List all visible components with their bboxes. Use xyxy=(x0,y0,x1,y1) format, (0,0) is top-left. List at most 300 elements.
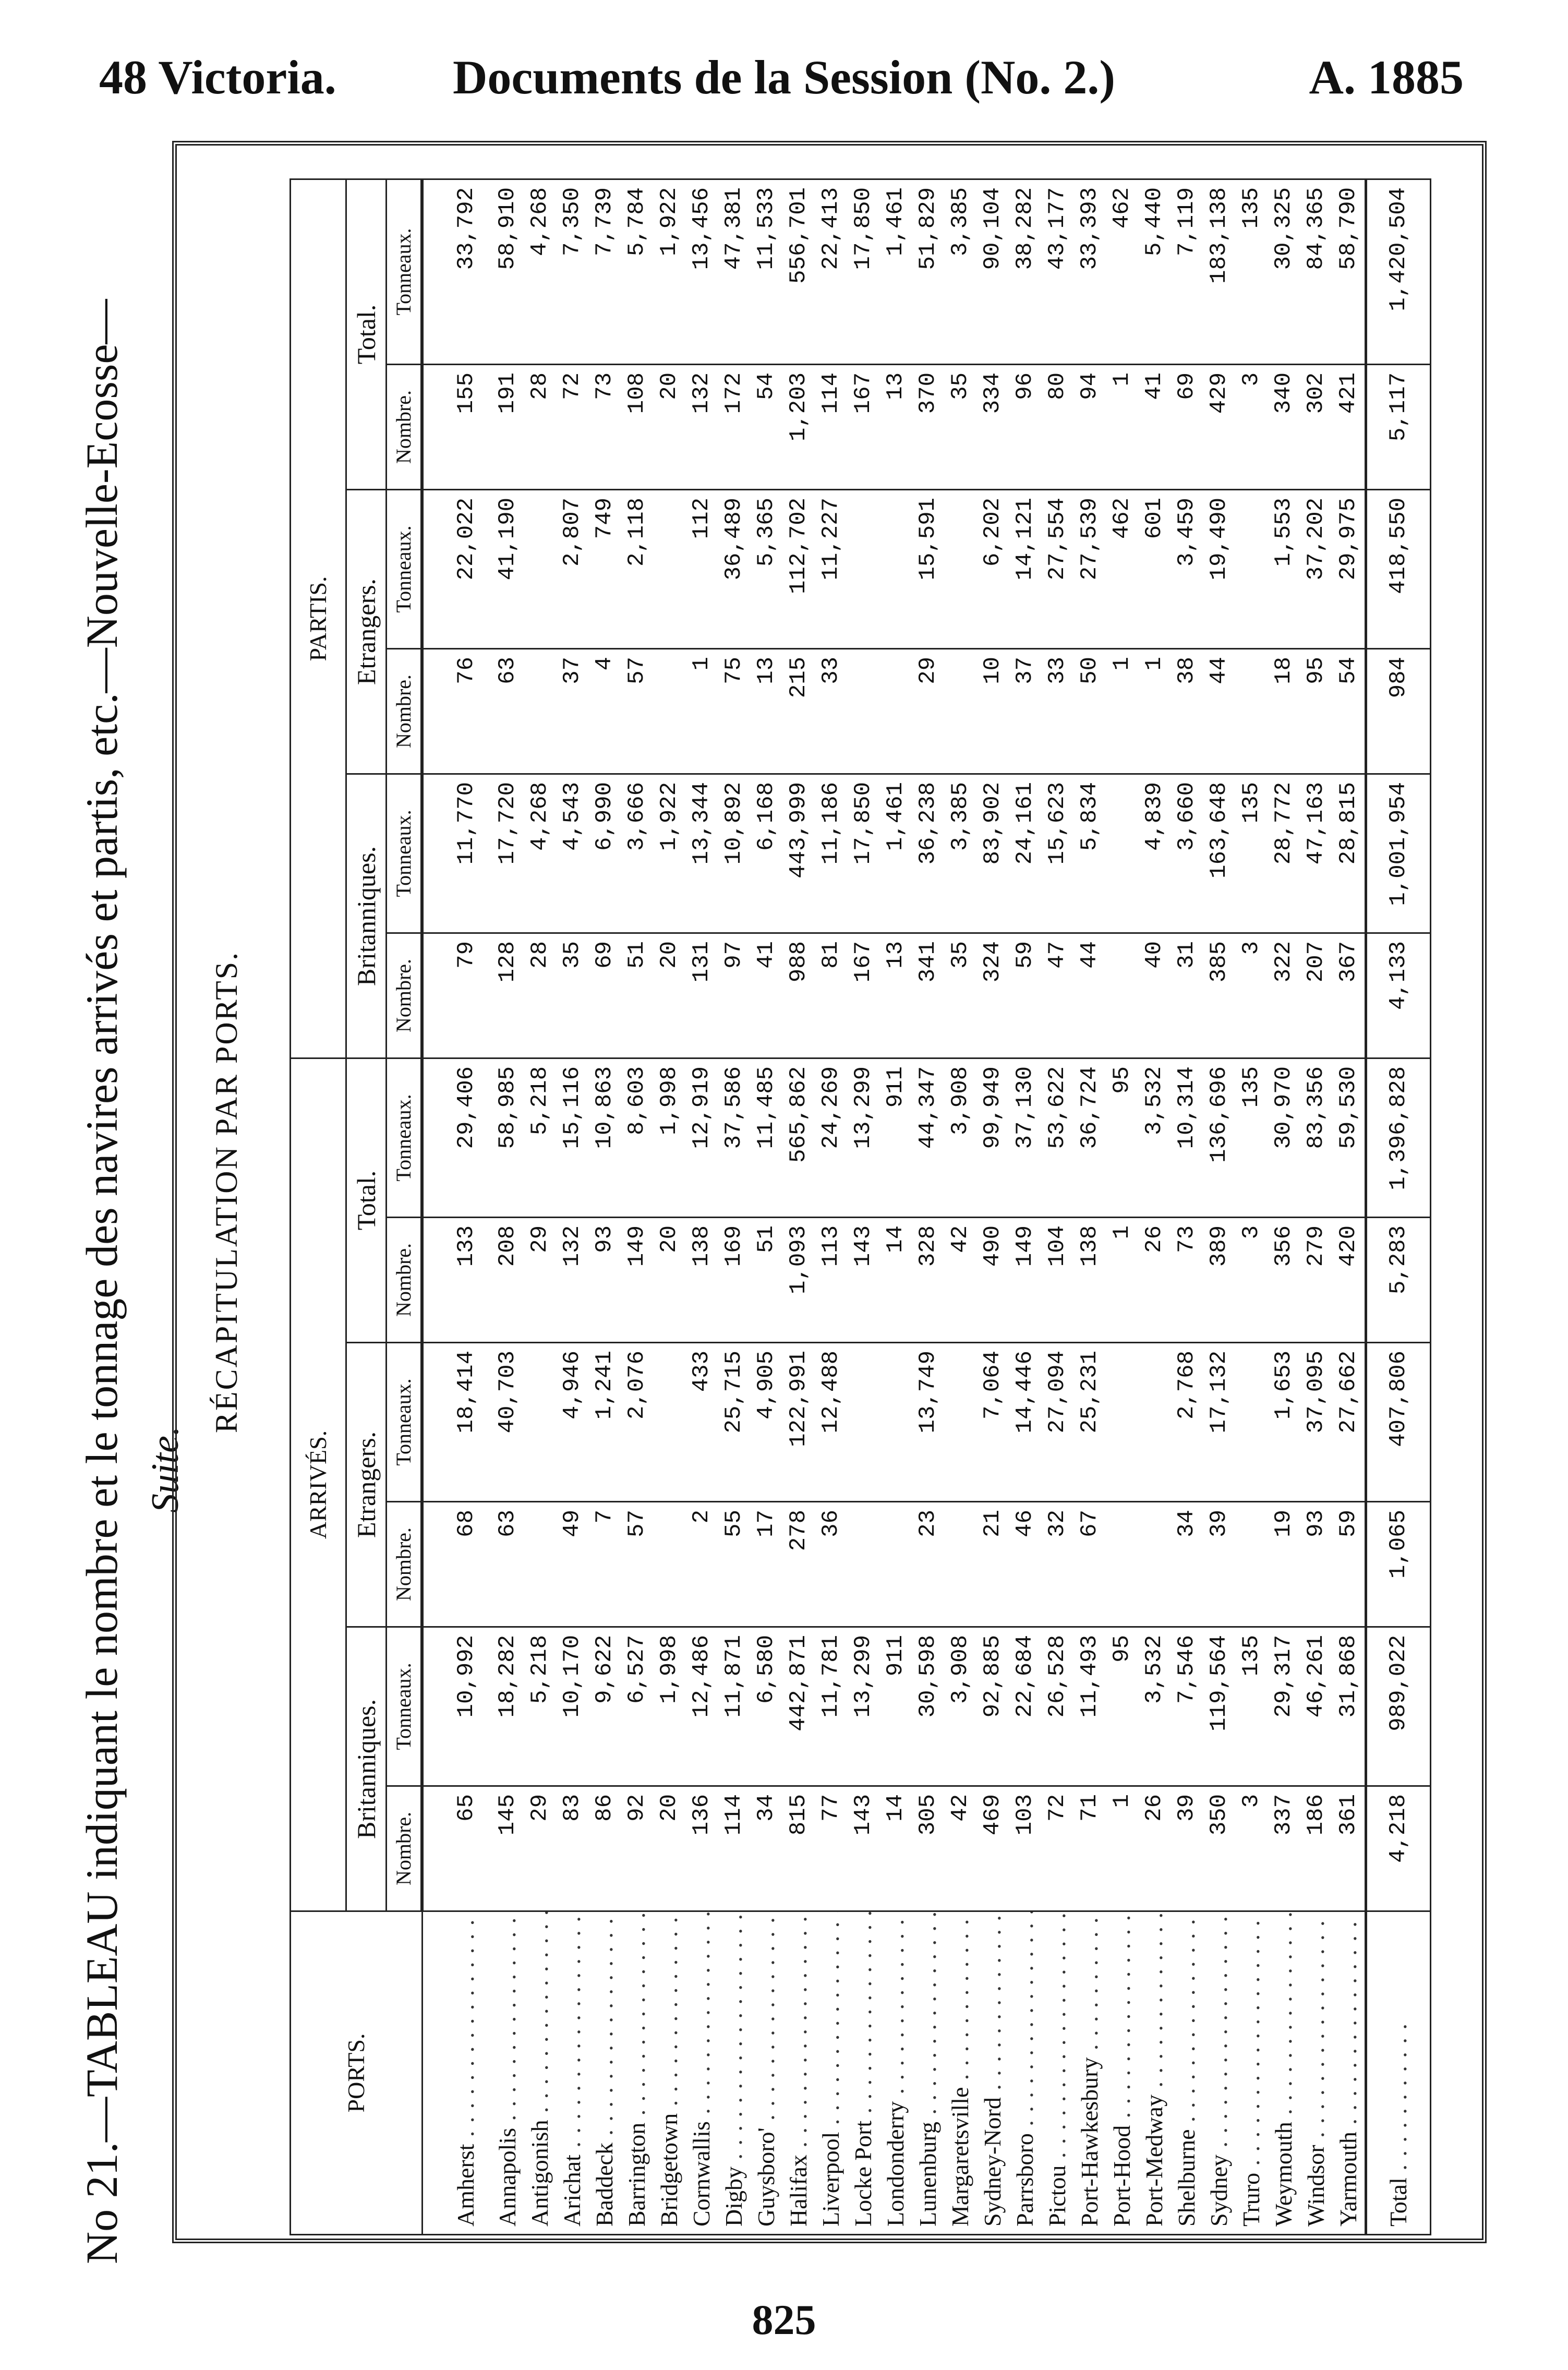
arrives-etrangers-nombre: 21 xyxy=(976,1502,1009,1627)
partis-britanniques-nombre: 367 xyxy=(1332,933,1366,1058)
partis-britanniques-tonneaux: 36,238 xyxy=(912,774,944,933)
arrives-etrangers-nombre: 55 xyxy=(718,1502,750,1627)
partis-total-tonneaux: 556,701 xyxy=(782,179,815,364)
header-arrives-total: Total. xyxy=(346,1058,387,1342)
partis-britanniques-tonneaux: 163,648 xyxy=(1203,774,1235,933)
partis-etrangers-tonneaux: 2,807 xyxy=(556,489,588,648)
arrives-etrangers-tonneaux: 433 xyxy=(685,1343,718,1502)
arrives-etrangers-tonneaux xyxy=(653,1343,685,1502)
partis-etrangers-tonneaux: 19,490 xyxy=(1203,489,1235,648)
total-arrives-total-tonneaux: 1,396,828 xyxy=(1366,1058,1431,1217)
partis-britanniques-tonneaux: 4,268 xyxy=(524,774,556,933)
partis-britanniques-nombre: 20 xyxy=(653,933,685,1058)
partis-total-nombre: 28 xyxy=(524,364,556,489)
partis-etrangers-tonneaux: 3,459 xyxy=(1171,489,1203,648)
total-partis-total-tonneaux: 1,420,504 xyxy=(1366,179,1431,364)
total-partis-etrangers-tonneaux: 418,550 xyxy=(1366,489,1431,648)
partis-etrangers-tonneaux: 36,489 xyxy=(718,489,750,648)
partis-etrangers-tonneaux: 1,553 xyxy=(1268,489,1300,648)
arrives-britanniques-tonneaux: 10,992 xyxy=(422,1627,491,1786)
arrives-britanniques-nombre: 136 xyxy=(685,1786,718,1911)
port-name: Port-Hood . . . xyxy=(1106,1911,1138,2235)
partis-etrangers-nombre xyxy=(847,648,879,774)
partis-total-tonneaux: 90,104 xyxy=(976,179,1009,364)
total-partis-britanniques-nombre: 4,133 xyxy=(1366,933,1431,1058)
arrives-etrangers-nombre: 19 xyxy=(1268,1502,1300,1627)
arrives-britanniques-nombre: 39 xyxy=(1171,1786,1203,1911)
partis-etrangers-tonneaux: 2,118 xyxy=(621,489,653,648)
partis-etrangers-tonneaux: 27,554 xyxy=(1041,489,1074,648)
total-arrives-britanniques-tonneaux: 989,022 xyxy=(1366,1627,1431,1786)
table-row xyxy=(1041,179,1074,2234)
partis-etrangers-nombre: 95 xyxy=(1300,648,1332,774)
partis-britanniques-nombre: 13 xyxy=(879,933,912,1058)
arrives-britanniques-tonneaux: 22,684 xyxy=(1009,1627,1041,1786)
partis-etrangers-nombre: 76 xyxy=(422,648,491,774)
table-row xyxy=(1203,179,1235,2234)
partis-britanniques-tonneaux: 24,161 xyxy=(1009,774,1041,933)
partis-britanniques-nombre: 41 xyxy=(750,933,782,1058)
arrives-britanniques-tonneaux: 9,622 xyxy=(588,1627,621,1786)
arrives-total-tonneaux: 565,862 xyxy=(782,1058,815,1217)
arrives-total-nombre: 279 xyxy=(1300,1218,1332,1343)
arrives-total-nombre: 138 xyxy=(1074,1218,1106,1343)
partis-etrangers-nombre: 33 xyxy=(815,648,847,774)
partis-britanniques-tonneaux: 135 xyxy=(1235,774,1268,933)
partis-total-tonneaux: 3,385 xyxy=(944,179,976,364)
partis-total-nombre: 172 xyxy=(718,364,750,489)
partis-total-nombre: 69 xyxy=(1171,364,1203,489)
arrives-etrangers-nombre xyxy=(879,1502,912,1627)
partis-britanniques-tonneaux: 3,666 xyxy=(621,774,653,933)
partis-total-tonneaux: 30,325 xyxy=(1268,179,1300,364)
arrives-etrangers-tonneaux xyxy=(1106,1343,1138,1502)
table-row xyxy=(912,179,944,2234)
port-name: Arichat . . . xyxy=(556,1911,588,2235)
total-port-name: Total . . . xyxy=(1366,1911,1431,2235)
table-row xyxy=(847,179,879,2234)
arrives-etrangers-tonneaux: 2,768 xyxy=(1171,1343,1203,1502)
arrives-etrangers-tonneaux: 1,241 xyxy=(588,1343,621,1502)
arrives-total-tonneaux: 12,919 xyxy=(685,1058,718,1217)
arrives-total-tonneaux: 13,299 xyxy=(847,1058,879,1217)
arrives-total-tonneaux: 5,218 xyxy=(524,1058,556,1217)
arrives-britanniques-tonneaux: 11,871 xyxy=(718,1627,750,1786)
port-name: Guysboro' . . . xyxy=(750,1911,782,2235)
port-name: Bridgetown . . . xyxy=(653,1911,685,2235)
partis-etrangers-nombre: 13 xyxy=(750,648,782,774)
partis-total-tonneaux: 5,784 xyxy=(621,179,653,364)
arrives-total-tonneaux: 1,998 xyxy=(653,1058,685,1217)
partis-britanniques-nombre: 79 xyxy=(422,933,491,1058)
table-row xyxy=(1106,179,1138,2234)
partis-total-nombre: 3 xyxy=(1235,364,1268,489)
port-name: Barrington . . . xyxy=(621,1911,653,2235)
header-document-title: Documents de la Session (No. 2.) xyxy=(452,51,1116,104)
arrives-etrangers-nombre xyxy=(1138,1502,1171,1627)
total-arrives-britanniques-nombre: 4,218 xyxy=(1366,1786,1431,1911)
header-tonneaux: Tonneaux. xyxy=(387,774,423,933)
arrives-etrangers-tonneaux: 14,446 xyxy=(1009,1343,1041,1502)
table-title-suffix: Suite. xyxy=(144,1426,187,1513)
arrives-total-tonneaux: 8,603 xyxy=(621,1058,653,1217)
partis-britanniques-tonneaux: 28,815 xyxy=(1332,774,1366,933)
arrives-etrangers-nombre xyxy=(1106,1502,1138,1627)
partis-etrangers-tonneaux: 112,702 xyxy=(782,489,815,648)
arrives-britanniques-nombre: 72 xyxy=(1041,1786,1074,1911)
table-row xyxy=(422,179,491,2234)
arrives-britanniques-tonneaux: 10,170 xyxy=(556,1627,588,1786)
arrives-etrangers-nombre: 36 xyxy=(815,1502,847,1627)
header-tonneaux: Tonneaux. xyxy=(387,1627,423,1786)
partis-britanniques-tonneaux: 15,623 xyxy=(1041,774,1074,933)
arrives-total-nombre: 149 xyxy=(1009,1218,1041,1343)
port-name: Liverpool . . . xyxy=(815,1911,847,2235)
partis-etrangers-tonneaux xyxy=(847,489,879,648)
port-name: Sydney . . . xyxy=(1203,1911,1235,2235)
port-name: Digby . . . xyxy=(718,1911,750,2235)
partis-etrangers-tonneaux: 5,365 xyxy=(750,489,782,648)
total-row xyxy=(1366,179,1431,2234)
arrives-total-tonneaux: 37,130 xyxy=(1009,1058,1041,1217)
arrives-etrangers-tonneaux: 122,991 xyxy=(782,1343,815,1502)
arrives-etrangers-tonneaux: 4,946 xyxy=(556,1343,588,1502)
partis-total-nombre: 20 xyxy=(653,364,685,489)
partis-etrangers-tonneaux: 112 xyxy=(685,489,718,648)
partis-etrangers-tonneaux: 14,121 xyxy=(1009,489,1041,648)
header-session-year: 48 Victoria. xyxy=(99,51,336,104)
arrives-etrangers-tonneaux: 37,095 xyxy=(1300,1343,1332,1502)
arrives-etrangers-nombre: 63 xyxy=(491,1502,524,1627)
arrives-britanniques-nombre: 114 xyxy=(718,1786,750,1911)
arrives-total-tonneaux: 29,406 xyxy=(422,1058,491,1217)
arrives-etrangers-nombre: 23 xyxy=(912,1502,944,1627)
arrives-total-tonneaux: 36,724 xyxy=(1074,1058,1106,1217)
arrives-britanniques-tonneaux: 92,885 xyxy=(976,1627,1009,1786)
header-partis-britanniques: Britanniques. xyxy=(346,774,387,1058)
table-row xyxy=(944,179,976,2234)
partis-britanniques-nombre: 40 xyxy=(1138,933,1171,1058)
port-name: Margaretsville . . . xyxy=(944,1911,976,2235)
partis-total-nombre: 167 xyxy=(847,364,879,489)
arrives-britanniques-nombre: 83 xyxy=(556,1786,588,1911)
arrives-etrangers-nombre xyxy=(847,1502,879,1627)
arrives-britanniques-tonneaux: 119,564 xyxy=(1203,1627,1235,1786)
partis-britanniques-tonneaux: 11,770 xyxy=(422,774,491,933)
arrives-britanniques-tonneaux: 31,868 xyxy=(1332,1627,1366,1786)
table-row xyxy=(976,179,1009,2234)
arrives-britanniques-tonneaux: 95 xyxy=(1106,1627,1138,1786)
arrives-etrangers-nombre: 67 xyxy=(1074,1502,1106,1627)
partis-etrangers-nombre: 44 xyxy=(1203,648,1235,774)
arrives-total-tonneaux: 37,586 xyxy=(718,1058,750,1217)
table-row xyxy=(588,179,621,2234)
partis-total-nombre: 1,203 xyxy=(782,364,815,489)
header-nombre: Nombre. xyxy=(387,1502,423,1627)
arrives-etrangers-tonneaux: 17,132 xyxy=(1203,1343,1235,1502)
arrives-britanniques-tonneaux: 30,598 xyxy=(912,1627,944,1786)
header-nombre: Nombre. xyxy=(387,364,423,489)
partis-total-nombre: 94 xyxy=(1074,364,1106,489)
port-name: Baddeck . . . xyxy=(588,1911,621,2235)
partis-britanniques-tonneaux: 11,186 xyxy=(815,774,847,933)
partis-etrangers-tonneaux: 27,539 xyxy=(1074,489,1106,648)
arrives-etrangers-nombre: 57 xyxy=(621,1502,653,1627)
partis-etrangers-nombre: 4 xyxy=(588,648,621,774)
table-row xyxy=(1009,179,1041,2234)
partis-etrangers-tonneaux: 6,202 xyxy=(976,489,1009,648)
partis-total-nombre: 41 xyxy=(1138,364,1171,489)
arrives-etrangers-tonneaux: 27,662 xyxy=(1332,1343,1366,1502)
arrives-total-nombre: 356 xyxy=(1268,1218,1300,1343)
arrives-britanniques-nombre: 145 xyxy=(491,1786,524,1911)
port-name: Annapolis . . . xyxy=(491,1911,524,2235)
arrives-total-tonneaux: 10,863 xyxy=(588,1058,621,1217)
partis-britanniques-tonneaux: 28,772 xyxy=(1268,774,1300,933)
arrives-total-tonneaux: 99,949 xyxy=(976,1058,1009,1217)
partis-britanniques-nombre: 47 xyxy=(1041,933,1074,1058)
partis-total-tonneaux: 13,456 xyxy=(685,179,718,364)
table-row xyxy=(653,179,685,2234)
arrives-britanniques-nombre: 469 xyxy=(976,1786,1009,1911)
arrives-etrangers-nombre: 7 xyxy=(588,1502,621,1627)
arrives-total-nombre: 113 xyxy=(815,1218,847,1343)
arrives-etrangers-nombre: 49 xyxy=(556,1502,588,1627)
port-name: Cornwallis . . . xyxy=(685,1911,718,2235)
partis-britanniques-nombre: 128 xyxy=(491,933,524,1058)
arrives-total-tonneaux: 3,908 xyxy=(944,1058,976,1217)
partis-britanniques-nombre: 31 xyxy=(1171,933,1203,1058)
partis-etrangers-nombre: 18 xyxy=(1268,648,1300,774)
partis-etrangers-nombre: 75 xyxy=(718,648,750,774)
partis-etrangers-nombre: 54 xyxy=(1332,648,1366,774)
partis-britanniques-nombre: 131 xyxy=(685,933,718,1058)
partis-total-tonneaux: 1,922 xyxy=(653,179,685,364)
header-arrives-britanniques: Britanniques. xyxy=(346,1627,387,1911)
arrives-britanniques-tonneaux: 6,527 xyxy=(621,1627,653,1786)
arrives-total-nombre: 169 xyxy=(718,1218,750,1343)
arrives-total-tonneaux: 44,347 xyxy=(912,1058,944,1217)
partis-britanniques-tonneaux: 17,850 xyxy=(847,774,879,933)
partis-etrangers-nombre: 1 xyxy=(1106,648,1138,774)
arrives-total-tonneaux: 59,530 xyxy=(1332,1058,1366,1217)
partis-britanniques-nombre: 167 xyxy=(847,933,879,1058)
partis-etrangers-tonneaux xyxy=(879,489,912,648)
port-name: Truro . . . xyxy=(1235,1911,1268,2235)
arrives-etrangers-tonneaux xyxy=(847,1343,879,1502)
partis-etrangers-nombre: 29 xyxy=(912,648,944,774)
partis-britanniques-nombre: 3 xyxy=(1235,933,1268,1058)
arrives-etrangers-tonneaux: 40,703 xyxy=(491,1343,524,1502)
header-arrives-etrangers: Etrangers. xyxy=(346,1343,387,1627)
partis-etrangers-nombre: 1 xyxy=(1138,648,1171,774)
table-row xyxy=(621,179,653,2234)
partis-etrangers-nombre xyxy=(524,648,556,774)
header-nombre: Nombre. xyxy=(387,1786,423,1911)
arrives-total-nombre: 93 xyxy=(588,1218,621,1343)
arrives-britanniques-nombre: 20 xyxy=(653,1786,685,1911)
table-row xyxy=(556,179,588,2234)
arrives-total-nombre: 389 xyxy=(1203,1218,1235,1343)
table-row xyxy=(1138,179,1171,2234)
partis-total-tonneaux: 84,365 xyxy=(1300,179,1332,364)
partis-etrangers-nombre: 63 xyxy=(491,648,524,774)
partis-britanniques-tonneaux xyxy=(1106,774,1138,933)
partis-total-nombre: 108 xyxy=(621,364,653,489)
arrives-britanniques-tonneaux: 5,218 xyxy=(524,1627,556,1786)
arrives-total-nombre: 149 xyxy=(621,1218,653,1343)
partis-britanniques-nombre: 988 xyxy=(782,933,815,1058)
partis-total-tonneaux: 33,792 xyxy=(422,179,491,364)
arrives-britanniques-tonneaux: 911 xyxy=(879,1627,912,1786)
table-row xyxy=(524,179,556,2234)
partis-britanniques-tonneaux: 4,839 xyxy=(1138,774,1171,933)
table-row xyxy=(685,179,718,2234)
arrives-total-nombre: 29 xyxy=(524,1218,556,1343)
partis-etrangers-nombre: 50 xyxy=(1074,648,1106,774)
arrives-etrangers-tonneaux xyxy=(524,1343,556,1502)
arrives-britanniques-tonneaux: 46,261 xyxy=(1300,1627,1332,1786)
arrives-total-tonneaux: 53,622 xyxy=(1041,1058,1074,1217)
partis-britanniques-nombre: 324 xyxy=(976,933,1009,1058)
arrives-britanniques-tonneaux: 7,546 xyxy=(1171,1627,1203,1786)
partis-britanniques-tonneaux: 83,902 xyxy=(976,774,1009,933)
partis-etrangers-tonneaux: 15,591 xyxy=(912,489,944,648)
partis-britanniques-nombre: 69 xyxy=(588,933,621,1058)
partis-britanniques-tonneaux: 6,990 xyxy=(588,774,621,933)
port-name: Pictou . . . xyxy=(1041,1911,1074,2235)
arrives-britanniques-nombre: 29 xyxy=(524,1786,556,1911)
partis-total-nombre: 80 xyxy=(1041,364,1074,489)
header-nombre: Nombre. xyxy=(387,933,423,1058)
arrives-total-nombre: 328 xyxy=(912,1218,944,1343)
page-number: 825 xyxy=(752,2296,816,2343)
table-row xyxy=(718,179,750,2234)
arrives-britanniques-nombre: 305 xyxy=(912,1786,944,1911)
partis-britanniques-tonneaux: 47,163 xyxy=(1300,774,1332,933)
arrives-total-nombre: 26 xyxy=(1138,1218,1171,1343)
arrives-total-nombre: 1,093 xyxy=(782,1218,815,1343)
arrives-total-nombre: 490 xyxy=(976,1218,1009,1343)
partis-etrangers-nombre: 215 xyxy=(782,648,815,774)
arrives-etrangers-tonneaux xyxy=(944,1343,976,1502)
partis-total-tonneaux: 11,533 xyxy=(750,179,782,364)
partis-britanniques-nombre: 35 xyxy=(556,933,588,1058)
header-nombre: Nombre. xyxy=(387,1218,423,1343)
total-arrives-etrangers-nombre: 1,065 xyxy=(1366,1502,1431,1627)
partis-total-tonneaux: 7,119 xyxy=(1171,179,1203,364)
port-name: Windsor . . . xyxy=(1300,1911,1332,2235)
arrives-etrangers-nombre: 68 xyxy=(422,1502,491,1627)
arrives-britanniques-nombre: 361 xyxy=(1332,1786,1366,1911)
header-tonneaux: Tonneaux. xyxy=(387,1343,423,1502)
partis-britanniques-tonneaux: 3,660 xyxy=(1171,774,1203,933)
table-row xyxy=(1235,179,1268,2234)
arrives-total-nombre: 208 xyxy=(491,1218,524,1343)
arrives-etrangers-nombre xyxy=(1235,1502,1268,1627)
port-name: Locke Port . . . xyxy=(847,1911,879,2235)
arrives-total-tonneaux: 136,696 xyxy=(1203,1058,1235,1217)
partis-britanniques-tonneaux: 443,999 xyxy=(782,774,815,933)
partis-total-nombre: 340 xyxy=(1268,364,1300,489)
arrives-etrangers-tonneaux xyxy=(1138,1343,1171,1502)
partis-britanniques-tonneaux: 1,922 xyxy=(653,774,685,933)
partis-total-nombre: 114 xyxy=(815,364,847,489)
port-name: Londonderry . . . xyxy=(879,1911,912,2235)
arrives-etrangers-tonneaux: 18,414 xyxy=(422,1343,491,1502)
arrives-britanniques-tonneaux: 12,486 xyxy=(685,1627,718,1786)
arrives-etrangers-nombre xyxy=(524,1502,556,1627)
arrives-etrangers-tonneaux: 12,488 xyxy=(815,1343,847,1502)
partis-britanniques-tonneaux: 13,344 xyxy=(685,774,718,933)
partis-etrangers-tonneaux: 37,202 xyxy=(1300,489,1332,648)
partis-total-nombre: 73 xyxy=(588,364,621,489)
partis-etrangers-nombre: 33 xyxy=(1041,648,1074,774)
port-name: Amherst . . . xyxy=(422,1911,491,2235)
partis-etrangers-tonneaux: 29,975 xyxy=(1332,489,1366,648)
partis-total-tonneaux: 7,350 xyxy=(556,179,588,364)
partis-britanniques-nombre: 51 xyxy=(621,933,653,1058)
partis-total-tonneaux: 58,910 xyxy=(491,179,524,364)
arrives-total-tonneaux: 15,116 xyxy=(556,1058,588,1217)
arrives-etrangers-tonneaux xyxy=(1235,1343,1268,1502)
partis-etrangers-nombre: 37 xyxy=(1009,648,1041,774)
port-name: Port-Medway . . . xyxy=(1138,1911,1171,2235)
arrives-etrangers-nombre: 2 xyxy=(685,1502,718,1627)
partis-britanniques-nombre: 385 xyxy=(1203,933,1235,1058)
arrives-total-tonneaux: 911 xyxy=(879,1058,912,1217)
partis-total-tonneaux: 4,268 xyxy=(524,179,556,364)
arrives-etrangers-tonneaux: 25,231 xyxy=(1074,1343,1106,1502)
arrives-etrangers-tonneaux: 27,094 xyxy=(1041,1343,1074,1502)
partis-total-tonneaux: 183,138 xyxy=(1203,179,1235,364)
table-title: No 21.—TABLEAU indiquant le nombre et le tonnage des navires arrivés et partis, etc.—Nouvelle-Ecosse— xyxy=(77,299,127,2264)
table-row xyxy=(1074,179,1106,2234)
arrives-britanniques-tonneaux: 18,282 xyxy=(491,1627,524,1786)
header-partis: PARTIS. xyxy=(291,179,346,1058)
header-tonneaux: Tonneaux. xyxy=(387,179,423,364)
arrives-total-nombre: 51 xyxy=(750,1218,782,1343)
arrives-total-tonneaux: 58,985 xyxy=(491,1058,524,1217)
partis-etrangers-tonneaux xyxy=(653,489,685,648)
arrives-britanniques-nombre: 34 xyxy=(750,1786,782,1911)
arrives-total-tonneaux: 24,269 xyxy=(815,1058,847,1217)
arrives-etrangers-nombre: 278 xyxy=(782,1502,815,1627)
partis-total-nombre: 429 xyxy=(1203,364,1235,489)
arrives-etrangers-tonneaux: 13,749 xyxy=(912,1343,944,1502)
partis-etrangers-tonneaux: 22,022 xyxy=(422,489,491,648)
arrives-britanniques-nombre: 71 xyxy=(1074,1786,1106,1911)
page-header xyxy=(0,0,1568,136)
partis-total-nombre: 72 xyxy=(556,364,588,489)
arrives-britanniques-tonneaux: 1,998 xyxy=(653,1627,685,1786)
partis-total-tonneaux: 7,739 xyxy=(588,179,621,364)
arrives-total-tonneaux: 3,532 xyxy=(1138,1058,1171,1217)
arrives-total-nombre: 1 xyxy=(1106,1218,1138,1343)
arrives-britanniques-nombre: 815 xyxy=(782,1786,815,1911)
total-partis-etrangers-nombre: 984 xyxy=(1366,648,1431,774)
arrives-total-nombre: 133 xyxy=(422,1218,491,1343)
partis-total-nombre: 421 xyxy=(1332,364,1366,489)
port-name: Lunenburg . . . xyxy=(912,1911,944,2235)
partis-britanniques-nombre: 207 xyxy=(1300,933,1332,1058)
arrives-britanniques-tonneaux: 3,532 xyxy=(1138,1627,1171,1786)
arrives-britanniques-nombre: 103 xyxy=(1009,1786,1041,1911)
partis-total-nombre: 132 xyxy=(685,364,718,489)
arrives-etrangers-nombre xyxy=(944,1502,976,1627)
arrives-britanniques-nombre: 3 xyxy=(1235,1786,1268,1911)
partis-etrangers-nombre: 38 xyxy=(1171,648,1203,774)
